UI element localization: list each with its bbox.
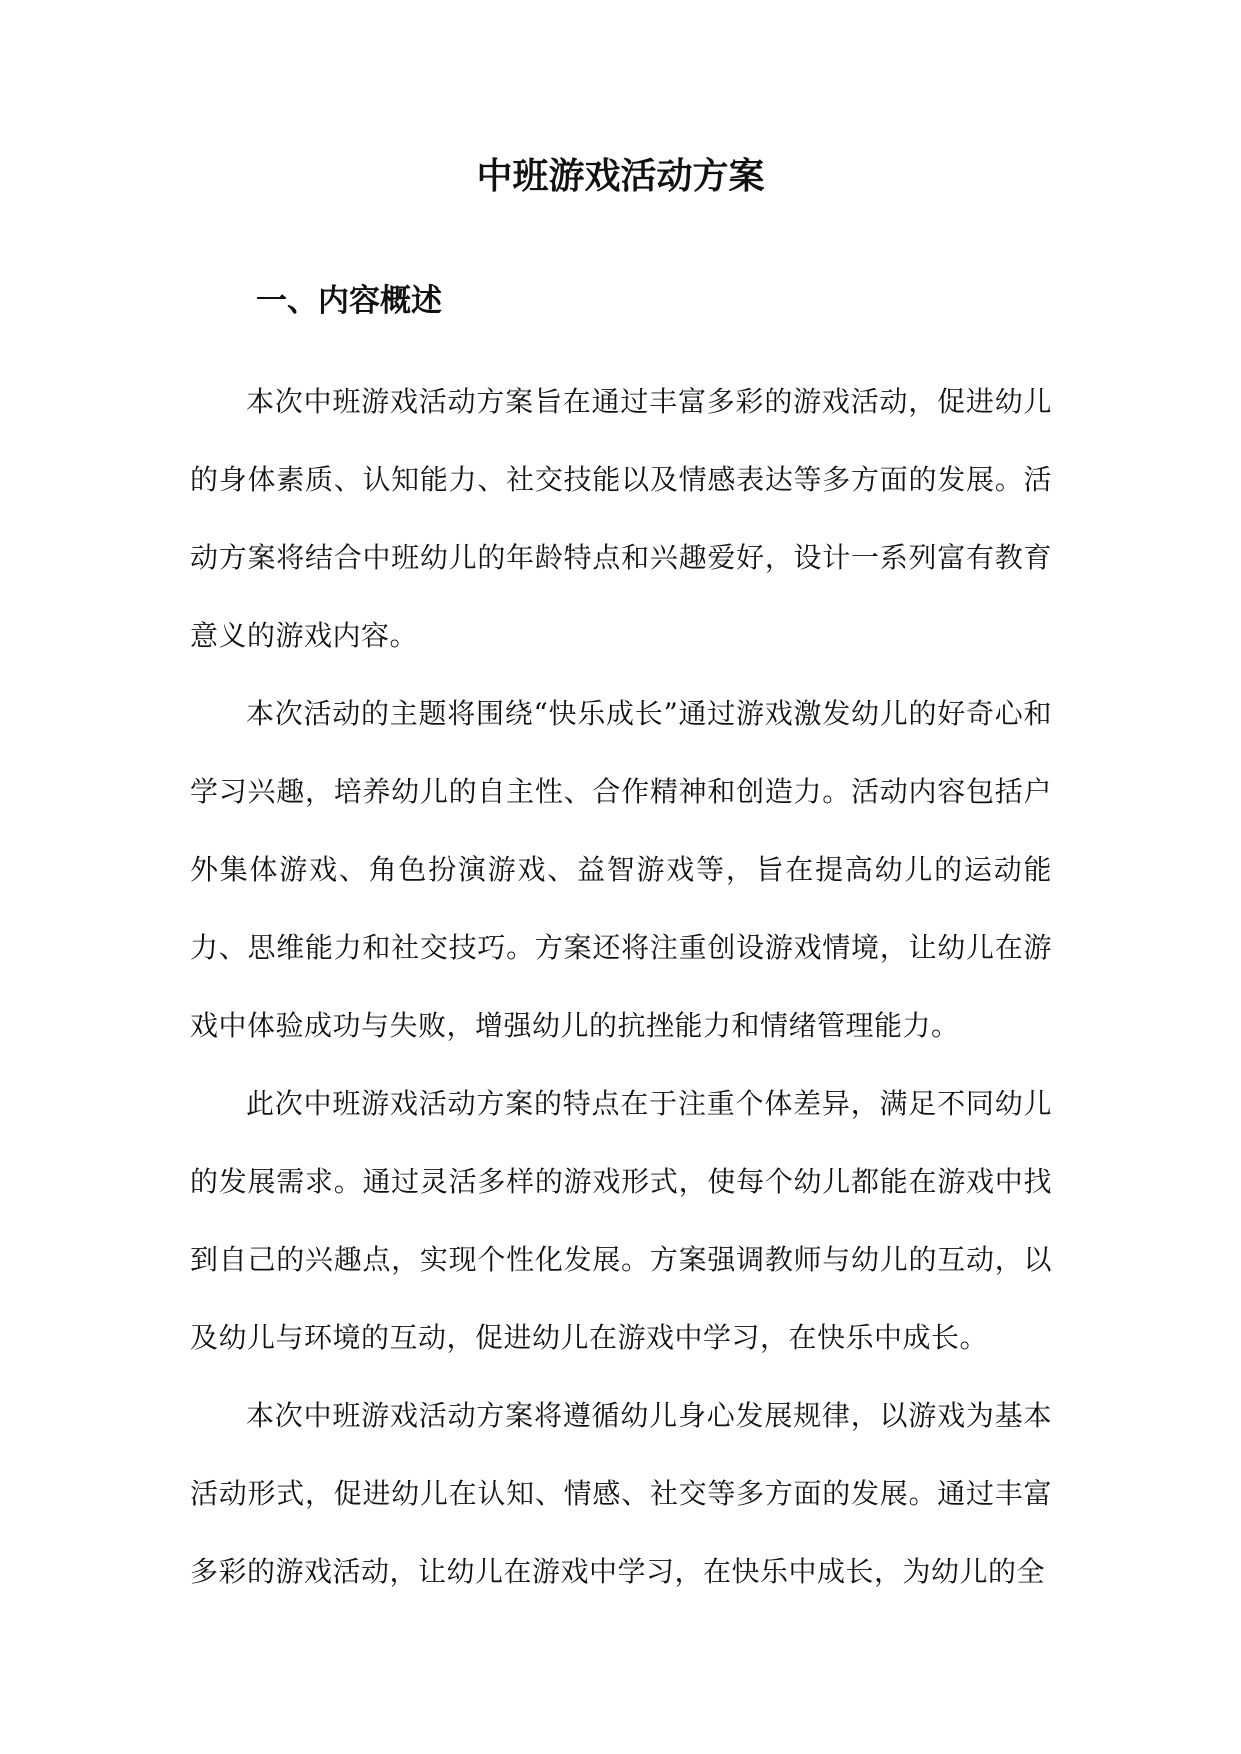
paragraph-2: 本次活动的主题将围绕“快乐成长”通过游戏激发幼儿的好奇心和学习兴趣，培养幼儿的自主性、合作精神和创造力。活动内容包括户外集体游戏、角色扮演游戏、益智游戏等，旨在提高幼儿的运动能力、思维能力和社交技巧。方案还将注重创设游戏情境，让幼儿在游戏中体验成功与失败，增强幼儿的抗挫能力和情绪管理能力。 xyxy=(190,697,1052,1042)
paragraph-3: 此次中班游戏活动方案的特点在于注重个体差异，满足不同幼儿的发展需求。通过灵活多样的游戏形式，使每个幼儿都能在游戏中找到自己的兴趣点，实现个性化发展。方案强调教师与幼儿的互动，以及幼儿与环境的互动，促进幼儿在游戏中学习，在快乐中成长。 xyxy=(190,1087,1052,1354)
document-title: 中班游戏活动方案 xyxy=(476,155,765,197)
section-heading: 一、内容概述 xyxy=(256,283,442,319)
paragraph-4: 本次中班游戏活动方案将遵循幼儿身心发展规律，以游戏为基本活动形式，促进幼儿在认知、情感、社交等多方面的发展。通过丰富多彩的游戏活动，让幼儿在游戏中学习，在快乐中成长，为幼儿的全 xyxy=(190,1399,1052,1588)
document-body xyxy=(190,363,1052,1611)
paragraph-1: 本次中班游戏活动方案旨在通过丰富多彩的游戏活动，促进幼儿的身体素质、认知能力、社交技能以及情感表达等多方面的发展。活动方案将结合中班幼儿的年龄特点和兴趣爱好，设计一系列富有教育意义的游戏内容。 xyxy=(190,385,1052,652)
